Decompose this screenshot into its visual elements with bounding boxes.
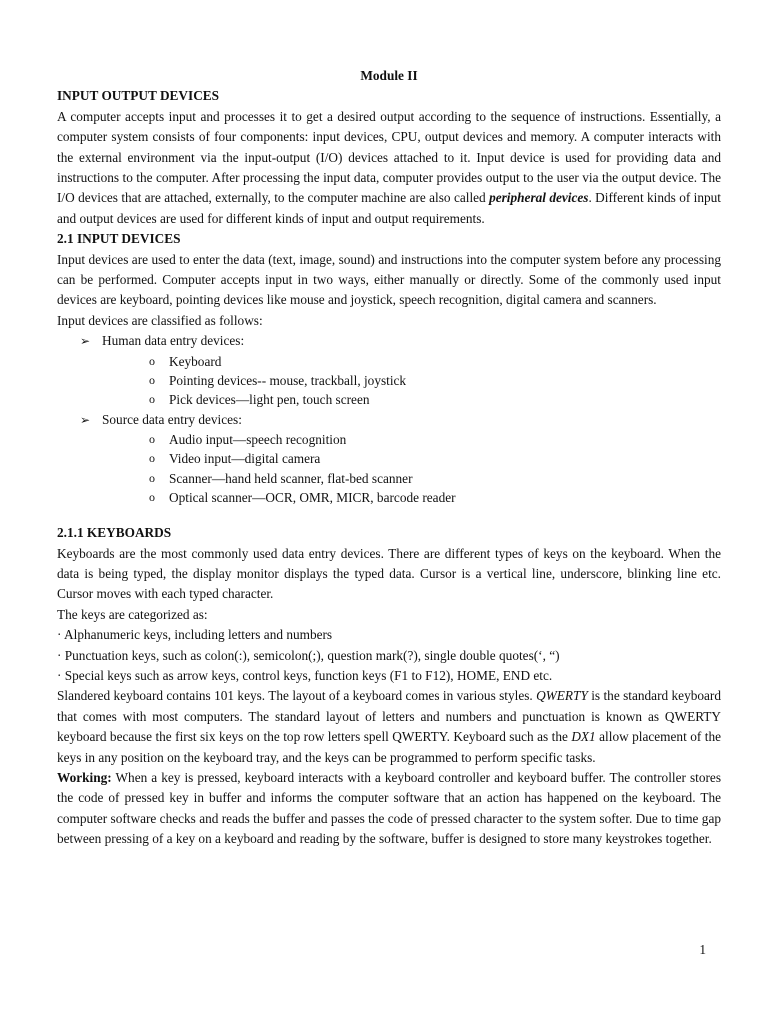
device-groups-list — [57, 331, 721, 507]
layout-paragraph — [57, 686, 721, 768]
input-devices-heading: 2.1 INPUT DEVICES — [57, 231, 181, 247]
group-human — [80, 331, 721, 409]
working-text: When a key is pressed, keyboard interacts with a keyboard controller and keyboard buffer. The controller stores the code of pressed key in buffer and informs the computer software that an action has happened on the keyboard. The computer software checks and reads the buffer and passes the code of pressed character to the system softer. Due to time gap between pressing of a key on a keyboard and reading by the software, buffer is designed to store many keystrokes together. — [57, 770, 721, 847]
list-item: o Optical scanner—OCR, OMR, MICR, barcode reader — [149, 488, 721, 507]
intro-text-a: A computer accepts input and processes it to get a desired output according to the sequence of instructions. Essentially, a computer system consists of four components: input devices, CPU, output devices and memory. A computer interacts with the external environment via the input-output (I/O) devices attached to it. Input device is used for providing data and instructions to the computer. After processing the input data, computer provides output to the user via the output device. The I/O devices that are attached, externally, to the computer machine are also called — [57, 108, 721, 206]
qwerty-emphasis: QWERTY — [536, 688, 588, 704]
working-label: Working: — [57, 770, 112, 786]
category-line: · Alphanumeric keys, including letters and numbers — [57, 627, 333, 643]
list-item: o Keyboard — [149, 352, 721, 371]
peripheral-devices-emphasis: peripheral devices — [489, 190, 589, 206]
module-title: Module II — [360, 68, 418, 83]
group-source — [80, 410, 721, 508]
layout-text-b: is the standard keyboard that comes with most computers. The standard layout of letters and numbers and punctuation is known as QWERTY keyboard because the first six keys on the top row letters spell QWERTY. Keyboard such as the — [57, 688, 721, 745]
categories-intro: The keys are categorized as: — [57, 606, 208, 622]
list-item: o Video input—digital camera — [149, 449, 721, 468]
classified-intro: Input devices are classified as follows: — [57, 312, 263, 328]
list-item: o Audio input—speech recognition — [149, 430, 721, 449]
group-items — [102, 352, 721, 410]
list-item: o Scanner—hand held scanner, flat-bed scanner — [149, 469, 721, 488]
dx1-emphasis: DX1 — [571, 729, 596, 745]
layout-text-c: allow placement of the keys in any position on the keyboard tray, and the keys can be programmed to perform specific tasks. — [57, 729, 721, 765]
page-number: 1 — [699, 942, 706, 957]
group-label: Source data entry devices: — [102, 411, 242, 427]
document-page — [57, 66, 721, 850]
keyboards-heading: 2.1.1 KEYBOARDS — [57, 525, 172, 541]
section-heading: INPUT OUTPUT DEVICES — [57, 88, 220, 104]
input-devices-paragraph: Input devices are used to enter the data (text, image, sound) and instructions into the computer system before any processing can be performed. Computer accepts input in two ways, either manually or directly. Some of the commonly used input devices are keyboard, pointing devices like mouse and joystick, speech recognition, digital camera and scanners. — [57, 251, 721, 308]
layout-text-a: Slandered keyboard contains 101 keys. The layout of a keyboard comes in various styles. — [57, 688, 537, 704]
intro-paragraph — [57, 107, 721, 229]
keyboards-paragraph: Keyboards are the most commonly used data entry devices. There are different types of keys on the keyboard. When the data is being typed, the display monitor displays the typed data. Cursor is a vertical line, underscore, blinking line etc. Cursor moves with each typed character. — [57, 545, 721, 602]
working-paragraph — [57, 768, 721, 850]
group-label: Human data entry devices: — [102, 333, 245, 349]
category-line: · Punctuation keys, such as colon(:), semicolon(;), question mark(?), single double quotes(‘, “) — [57, 647, 560, 663]
list-item: o Pointing devices-- mouse, trackball, joystick — [149, 371, 721, 390]
list-item: o Pick devices—light pen, touch screen — [149, 390, 721, 409]
category-line: · Special keys such as arrow keys, control keys, function keys (F1 to F12), HOME, END etc. — [57, 668, 553, 684]
group-items — [102, 430, 721, 507]
intro-text-b: . Different kinds of input and output devices are used for different kinds of input and output requirements. — [57, 190, 721, 226]
spacer — [57, 507, 721, 523]
